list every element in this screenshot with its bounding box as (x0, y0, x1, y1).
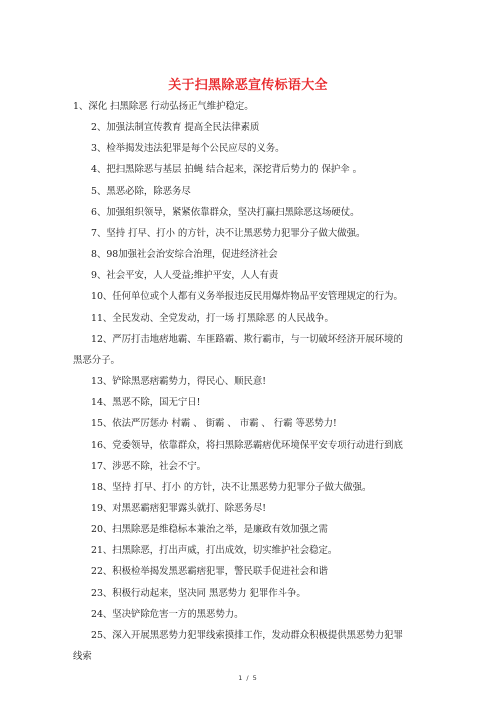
list-item: 2、加强法制宣传教育 提高全民法律素质 (91, 122, 260, 134)
list-item: 4、把扫黑除恶与基层 拍蝇 结合起来，深挖背后势力的 保护伞 。 (91, 164, 363, 176)
list-item: 20、扫黑除恶是维稳标本兼治之举，是廉政有效加强之需 (91, 524, 328, 536)
list-item: 8、98加强社会治安综合治理，促进经济社会 (91, 249, 278, 261)
list-item: 19、对黑恶霸痞犯罪露头就打、除恶务尽! (91, 502, 267, 514)
list-item: 7、坚持 打早、打小 的方针，决不让黑恶势力犯罪分子做大做强。 (91, 227, 366, 239)
list-item: 6、加强组织领导，紧紧依靠群众，坚决打赢扫黑除恶这场硬仗。 (91, 206, 360, 218)
list-item: 21、扫黑除恶，打出声威，打出成效，切实维护社会稳定。 (91, 545, 338, 557)
list-item: 5、黑恶必除，除恶务尽 (91, 185, 191, 197)
list-item: 13、铲除黑恶痞霸势力，得民心、顺民意! (91, 376, 267, 388)
list-item: 3、检举揭发违法犯罪是每个公民应尽的义务。 (91, 143, 285, 155)
list-item-continuation: 黑恶分子。 (73, 354, 120, 366)
list-item: 24、坚决铲除危害一方的黑恶势力。 (91, 608, 244, 620)
slogan-list (73, 96, 429, 667)
list-item: 23、积极行动起来，坚决同 黑恶势力 犯罪作斗争。 (91, 587, 306, 599)
document-title: 关于扫黑除恶宣传标语大全 (168, 78, 328, 93)
list-item: 14、黑恶不除，国无宁日! (91, 397, 201, 409)
list-item: 22、积极检举揭发黑恶霸痞犯罪，警民联手促进社会和谐 (91, 566, 328, 578)
list-item-continuation: 线索 (73, 651, 92, 663)
list-item: 17、涉恶不除，社会不宁。 (91, 460, 207, 472)
list-item: 15、依法严厉惩办 村霸 、 街霸 、 市霸 、 行霸 等恶势力! (91, 418, 337, 430)
page-indicator: 1 / 5 (238, 674, 258, 682)
list-item: 1、深化 扫黑除恶 行动弘扬正气维护稳定。 (73, 101, 254, 112)
list-item: 12、严厉打击地痞地霸、车匪路霸、欺行霸市，与一切破坏经济开展环境的 (91, 333, 403, 345)
list-item: 10、任何单位或个人都有义务举报违反民用爆炸物品平安管理规定的行为。 (91, 291, 403, 303)
list-item: 18、坚持 打早、打小 的方针，决不让黑恶势力犯罪分子做大做强。 (91, 481, 372, 493)
list-item: 25、深入开展黑恶势力犯罪线索摸排工作，发动群众积极提供黑恶势力犯罪 (91, 629, 403, 641)
list-item: 16、党委领导，依靠群众，将扫黑除恶霸痞优环境保平安专项行动进行到底 (91, 439, 403, 451)
list-item: 11、全民发动、全党发动，打一场 打黑除恶 的人民战争。 (91, 312, 334, 324)
list-item: 9、社会平安，人人受益;维护平安，人人有责 (91, 270, 279, 282)
